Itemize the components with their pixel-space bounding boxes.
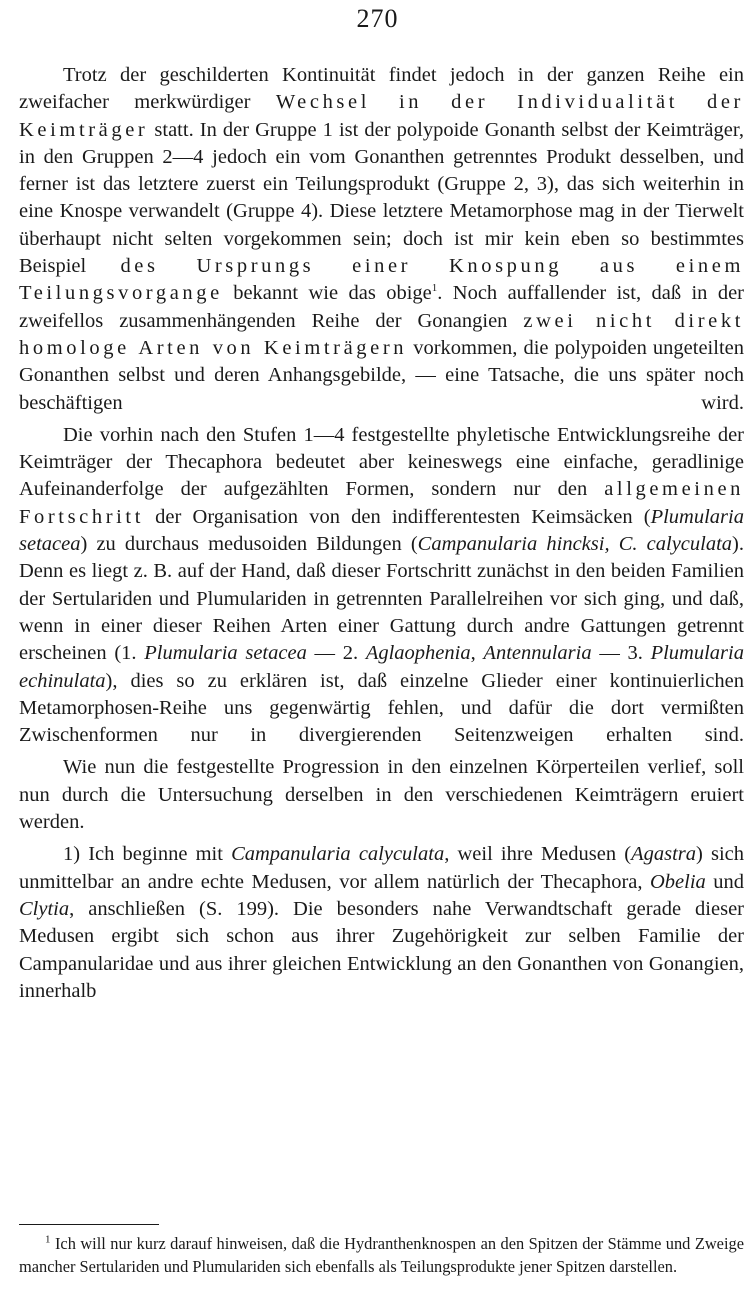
species-name: Clytia xyxy=(19,897,70,920)
text-run: . Noch auffallender ist, daß in der zweifellos zusammenhängenden Reihe der Gonangien xyxy=(19,282,744,332)
emphasized-text: Wechsel in der Individualität der Keimträger xyxy=(19,91,744,141)
emphasized-text: zwei nicht direkt homologe Arten von Keimträgern xyxy=(19,309,744,359)
text-run: vorkommen, die polypoiden ungeteilten Gonanthen selbst und deren Anhangsgebilde, — eine Tatsache, die uns später noch beschäftigen wird. xyxy=(19,336,744,414)
text-run: bekannt wie das obige xyxy=(222,282,432,305)
text-run: ). Denn es liegt z. B. auf der Hand, daß dieser Fortschritt zunächst in den beiden Familien der Sertulariden und Plumulariden in getrennten Parallelreihen vor sich ging, und daß, wenn in einer dieser Reihen Arten einer Gattung durch andre Gattungen getrennt erscheinen (1. xyxy=(19,533,744,665)
footnote xyxy=(19,1232,744,1278)
text-run: ) zu durchaus medusoiden Bildungen ( xyxy=(80,533,418,556)
paragraph xyxy=(19,754,744,836)
footnote-reference: 1 xyxy=(431,282,438,295)
species-name: Campanularia hincksi, C. calyculata xyxy=(417,533,733,556)
text-run: , anschließen (S. 199). Die besonders nahe Verwandtschaft gerade dieser Medusen ergibt sich schon aus ihrer Zugehörigkeit zur selben Familie der Campanularidae und aus ihrer gleichen Entwicklung an den Gonanthen von Gonangien, innerhalb xyxy=(19,897,744,1002)
text-run: ) sich unmittelbar an andre echte Medusen, vor allem natürlich der Thecaphora, xyxy=(19,843,745,893)
footnote-divider xyxy=(19,1224,159,1225)
text-run: der Organisation von den indifferentesten Keimsäcken ( xyxy=(144,505,651,528)
text-run: Trotz der geschilderten Kontinuität findet jedoch in der ganzen Reihe ein zweifacher merkwürdiger xyxy=(19,64,744,114)
emphasized-text: des Ursprungs einer Knospung aus einem Teilungsvorgange xyxy=(19,255,744,305)
text-run: — 3. xyxy=(591,642,651,665)
text-run: 1) Ich beginne mit xyxy=(63,843,232,866)
text-run: Wie nun die festgestellte Progression in den einzelnen Körperteilen verlief, soll nun durch die Untersuchung derselben in den verschiedenen Keimträgern eruiert werden. xyxy=(19,756,744,834)
text-run: Die vorhin nach den Stufen 1—4 festgestellte phyletische Entwicklungsreihe der Keimträger der Thecaphora bedeutet aber keineswegs eine einfache, geradlinige Aufeinanderfolge der aufgezählten Formen, sondern nur den xyxy=(19,423,744,501)
species-name: Plumularia setacea xyxy=(19,505,744,556)
paragraph xyxy=(19,62,744,417)
species-name: Aglaophenia xyxy=(365,642,471,665)
footnote-marker: 1 xyxy=(45,1233,51,1246)
species-name: Campanularia calyculata xyxy=(231,843,445,866)
text-run: , xyxy=(470,642,484,665)
text-run: statt. In der Gruppe 1 ist der polypoide Gonanth selbst der Keimträger, in den Gruppen 2—4 jedoch ein vom Gonanthen getrenntes Produkt desselben, und ferner ist das letztere zuerst ein Teilungsprodukt (Gruppe 2, 3), das sich weiterhin in eine Knospe verwandelt (Gruppe 4). Diese letztere Metamorphose mag in der Tierwelt überhaupt nicht selten vorgekommen sein; doch ist mir kein eben so bestimmtes Beispiel xyxy=(19,118,744,278)
text-run: — 2. xyxy=(306,642,366,665)
text-run: , weil ihre Medusen ( xyxy=(444,843,632,866)
text-run: ), dies so zu erklären ist, daß einzelne Glieder einer kontinuierlichen Metamorphosen-Reihe uns gegenwärtig fehlen, und dafür die dort vermißten Zwischenformen nur in divergierenden Seitenzweigen erhalten sind. xyxy=(19,669,744,747)
main-text xyxy=(19,62,744,1010)
species-name: Plumularia echinulata xyxy=(19,642,744,692)
emphasized-text: allgemeinen Fortschritt xyxy=(19,478,744,528)
footnote-text: Ich will nur kurz darauf hinweisen, daß die Hydranthenknospen an den Spitzen der Stämme und Zweige mancher Sertulariden und Plumulariden sich ebenfalls als Teilungsprodukte jener Spitzen darstellen. xyxy=(19,1234,744,1276)
species-name: Antennularia xyxy=(483,642,592,665)
species-name: Obelia xyxy=(649,870,706,893)
paragraph xyxy=(19,422,744,750)
paragraph xyxy=(19,841,744,1005)
species-name: Agastra xyxy=(631,843,697,866)
page-number: 270 xyxy=(356,4,399,33)
species-name: Plumularia setacea xyxy=(144,642,307,665)
text-run: und xyxy=(705,870,744,893)
